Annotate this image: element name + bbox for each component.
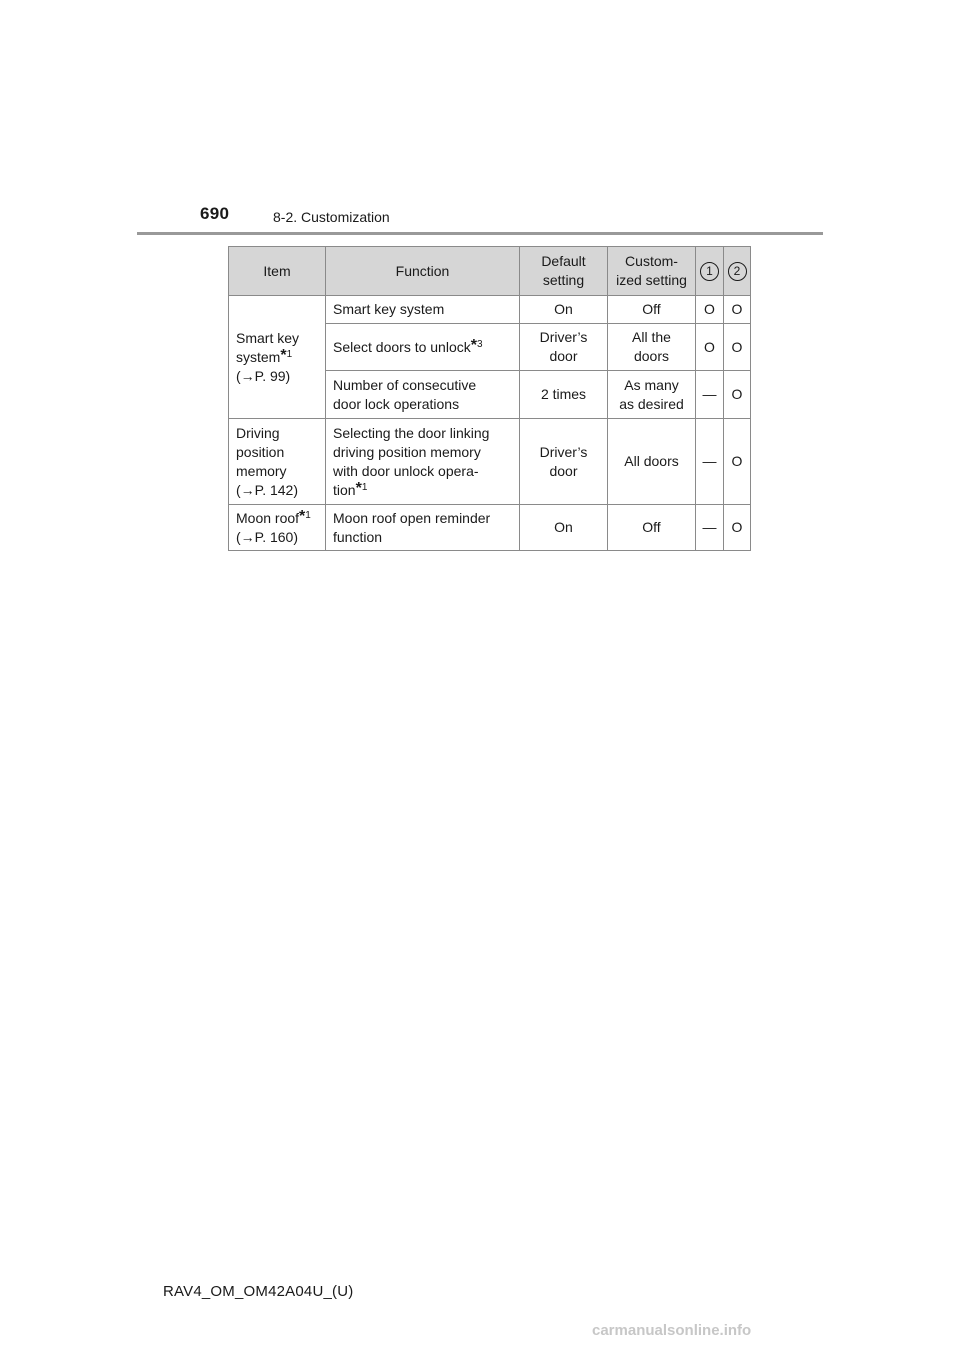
table-row — [229, 419, 751, 505]
page-reference: (→P. 142) — [236, 481, 298, 498]
function-cell: Selecting the door linking driving position memory with door unlock opera- tion$^{*1}$ — [326, 419, 520, 505]
col2-cell: O — [724, 371, 751, 419]
default-cell: Driver’s door — [520, 419, 608, 505]
footnote-mark: *1 — [355, 479, 368, 497]
default-cell: On — [520, 505, 608, 551]
col1-cell: O — [696, 324, 724, 371]
header-divider — [137, 232, 823, 235]
custom-cell: Off — [608, 505, 696, 551]
custom-cell: All the doors — [608, 324, 696, 371]
section-title: 8-2. Customization — [273, 209, 390, 225]
column-header-2 — [724, 247, 751, 296]
watermark: carmanualsonline.info — [592, 1322, 752, 1339]
column-header-1 — [696, 247, 724, 296]
customization-table — [228, 246, 751, 551]
page-reference: (→P. 99) — [236, 367, 291, 384]
col2-cell: O — [724, 296, 751, 324]
column-header-custom: Custom- ized setting — [608, 247, 696, 296]
col1-cell: — — [696, 371, 724, 419]
circled-number-1: 1 — [700, 262, 719, 281]
custom-cell: Off — [608, 296, 696, 324]
default-cell: 2 times — [520, 371, 608, 419]
col1-cell: — — [696, 419, 724, 505]
footnote-mark: *1 — [280, 346, 293, 364]
col1-cell: — — [696, 505, 724, 551]
function-cell: Number of consecutive door lock operations — [326, 371, 520, 419]
col2-cell: O — [724, 419, 751, 505]
footnote-mark: *3 — [470, 336, 483, 354]
circled-number-2: 2 — [728, 262, 747, 281]
page-number: 690 — [200, 204, 230, 223]
function-cell: Select doors to unlock$^{*3}$ — [326, 324, 520, 371]
function-cell: Moon roof open reminder function — [326, 505, 520, 551]
table-row — [229, 505, 751, 551]
col2-cell: O — [724, 505, 751, 551]
item-smart-key-system: Smart key system$^{*1}$ (→P. 99) — [229, 296, 326, 419]
col1-cell: O — [696, 296, 724, 324]
custom-cell: As many as desired — [608, 371, 696, 419]
footnote-mark: *1 — [299, 507, 311, 525]
item-driving-position-memory: Driving position memory (→P. 142) — [229, 419, 326, 505]
table-header-row — [229, 247, 751, 296]
function-cell: Smart key system — [326, 296, 520, 324]
custom-cell: All doors — [608, 419, 696, 505]
document-code: RAV4_OM_OM42A04U_(U) — [163, 1283, 354, 1300]
item-moon-roof: Moon roof$^{*1}$ (→P. 160) — [229, 505, 326, 551]
column-header-default: Default setting — [520, 247, 608, 296]
page-reference: (→P. 160) — [236, 528, 298, 545]
table-row — [229, 296, 751, 324]
default-cell: On — [520, 296, 608, 324]
column-header-function: Function — [326, 247, 520, 296]
col2-cell: O — [724, 324, 751, 371]
column-header-item: Item — [229, 247, 326, 296]
default-cell: Driver’s door — [520, 324, 608, 371]
